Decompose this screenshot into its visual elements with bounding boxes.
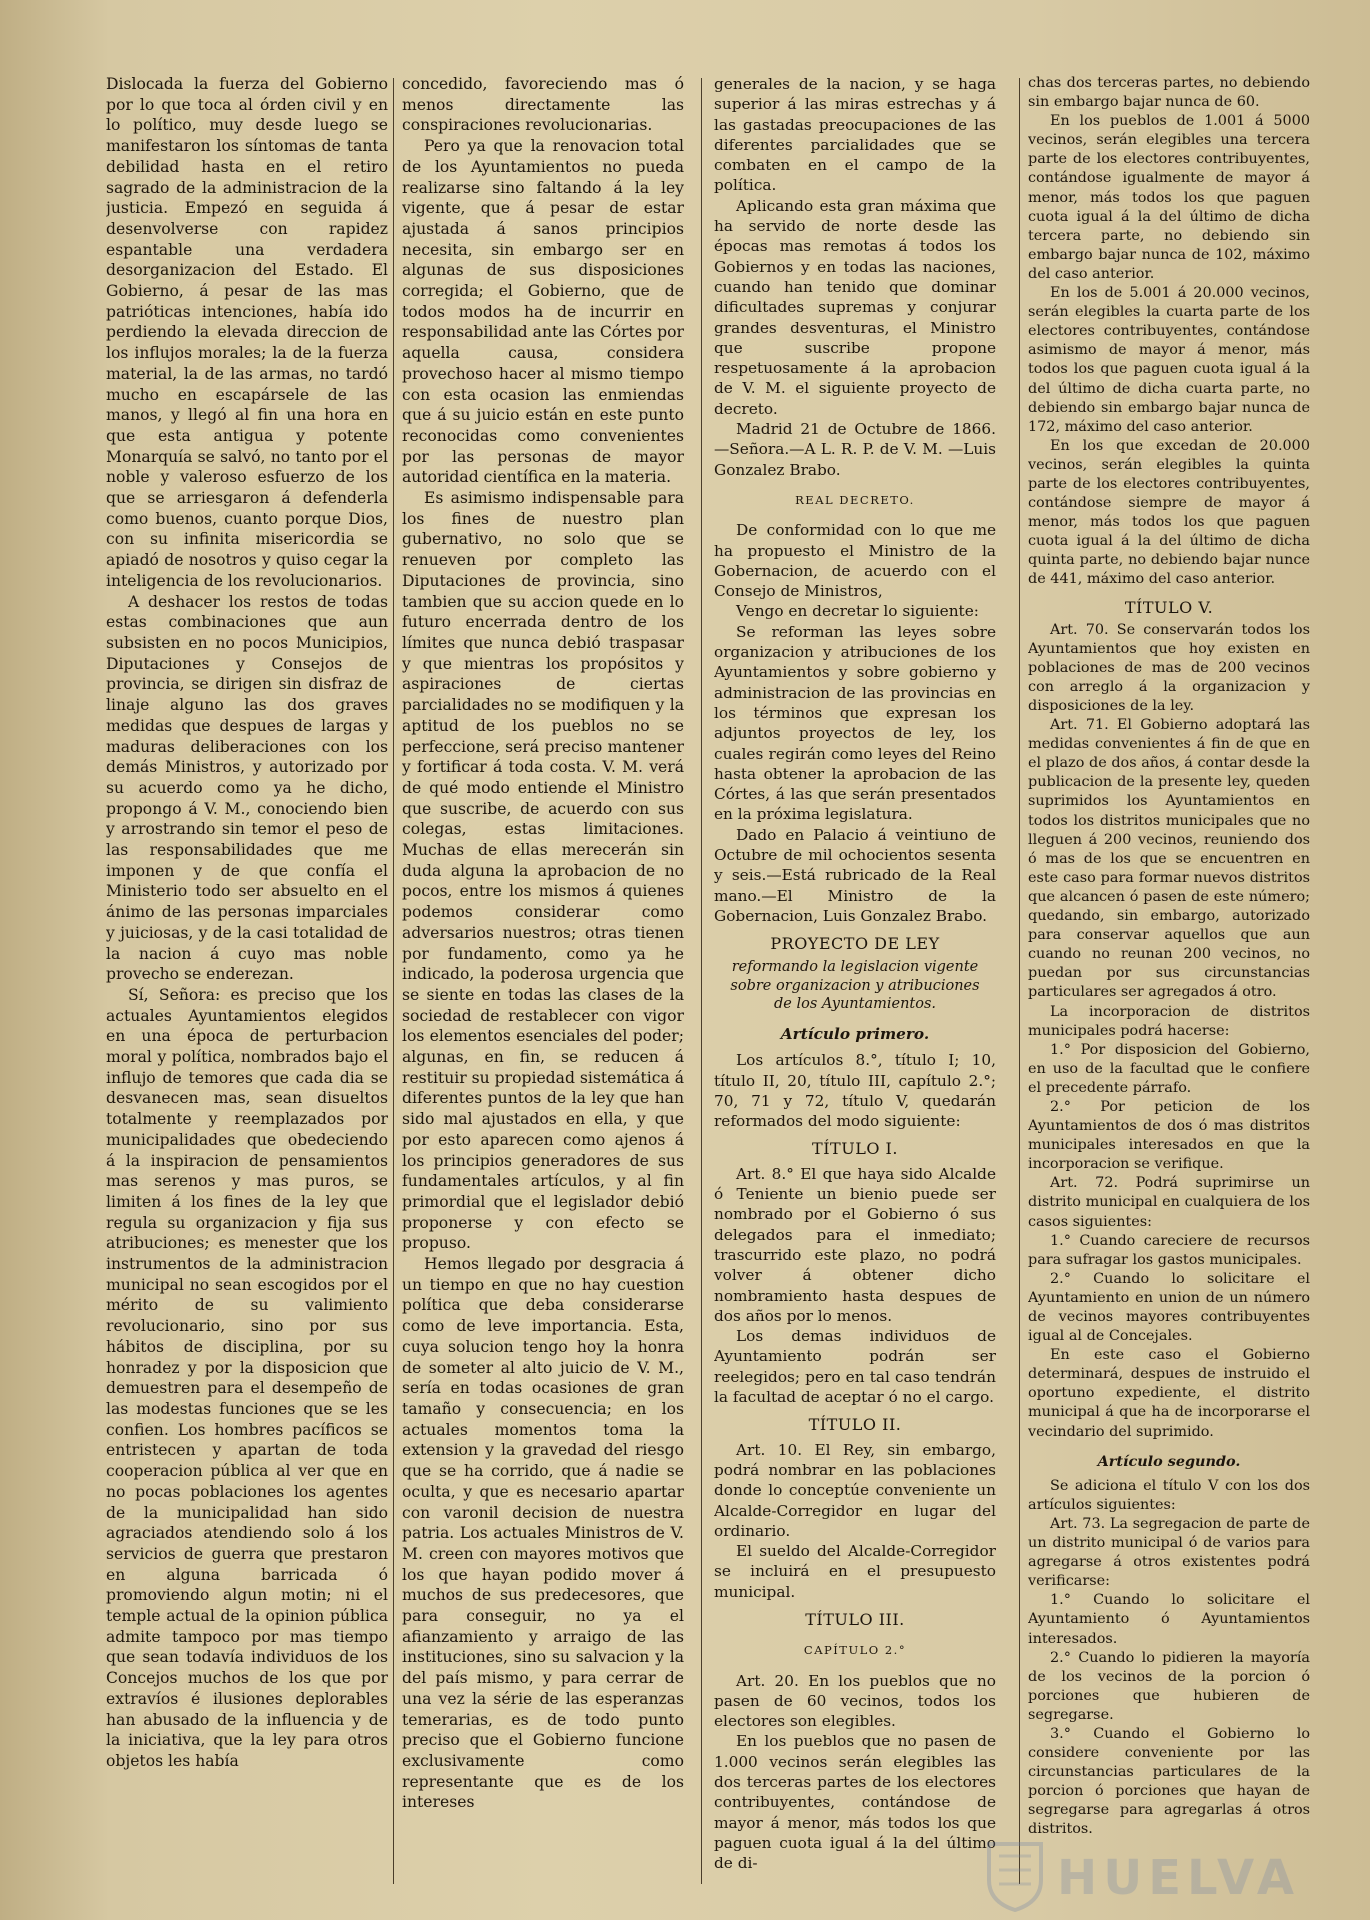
paragraph: Los demas individuos de Ayuntamiento podrán ser reelegidos; pero en tal caso tendrán la facultad de aceptar ó no el cargo.: [714, 1327, 996, 1407]
paragraph: En los pueblos de 1.001 á 5000 vecinos, serán elegibles una tercera parte de los electores contribuyentes, contándose igualmente de mayor á menor, más todos los que paguen cuota igual á la del último de dicha tercera parte, no debiendo sin embargo bajar nunca de 102, máximo del caso anterior.: [1028, 113, 1310, 282]
paragraph: Art. 73. La segregacion de parte de un distrito municipal ó de varios para agregarse á otros existentes podrá verificarse:: [1028, 1515, 1310, 1590]
paragraph: Los artículos 8.°, título I; 10, título II, 20, título III, capítulo 2.°; 70, 71 y 72, título V, quedarán reformados del modo siguiente:: [714, 1051, 996, 1131]
paragraph: De conformidad con lo que me ha propuesto el Ministro de la Gobernacion, de acuerdo con el Consejo de Ministros,: [714, 521, 996, 601]
paragraph: Artículo primero.: [780, 1024, 930, 1043]
paragraph: El sueldo del Alcalde-Corregidor se incluirá en el presupuesto municipal.: [714, 1542, 996, 1601]
paragraph: Es asimismo indispensable para los fines de nuestro plan gubernativo, no solo que se renueven por completo las Diputaciones de provincia, sino tambien que su accion quede en lo futuro encerrada dentro de los límites que nunca debió traspasar y que mientras los propósitos y aspiraciones de ciertas parcialidades no se modifiquen y la aptitud de los pueblos no se perfeccione, será preciso mantener y fortificar á toda costa. V. M. verá de qué modo entiende el Ministro que suscribe, de acuerdo con sus colegas, estas limitaciones. Muchas de ellas merecerán sin duda alguna la aprobacion de no pocos, entre los mismos á quienes podemos considerar como adversarios nuestros; otras tienen por fundamento, como ya he indicado, la poderosa urgencia que se siente en todas las clases de la sociedad de restablecer con vigor los elementos esenciales del poder; algunas, en fin, se reducen á restituir su propiedad sistemática á diferentes puntos de la ley que han sido mal ajustados en ella, y que por esto aparecen como ajenos á los principios generadores de sus fundamentales artículos, y al fin primordial que el legislador debió proponerse y con efecto se propuso.: [402, 489, 684, 1253]
paragraph: En los de 5.001 á 20.000 vecinos, serán elegibles la cuarta parte de los electores contribuyentes, contándose asimismo de mayor á menor, más todos los que paguen cuota igual á la del último de dicha cuarta parte, no debiendo sin embargo bajar nunca de 172, máximo del caso anterior.: [1028, 285, 1310, 435]
paragraph: Art. 8.° El que haya sido Alcalde ó Teniente un bienio puede ser nombrado por el Gobierno ó sus delegados para el inmediato; trascurrido este plazo, no podrá volver á obtener dicho nombramiento hasta despues de dos años por lo menos.: [714, 1164, 996, 1325]
text-column-3: [714, 74, 996, 1890]
paragraph: reformando la legislacion vigente sobre organizacion y atribuciones de los Ayuntamientos.: [730, 959, 980, 1013]
paragraph: TÍTULO II.: [808, 1415, 902, 1435]
paragraph: Se adiciona el título V con los dos artículos siguientes:: [1028, 1477, 1310, 1513]
paragraph: Madrid 21 de Octubre de 1866. —Señora.—A L. R. P. de V. M. —Luis Gonzalez Brabo.: [714, 420, 996, 479]
paragraph: chas dos terceras partes, no debiendo sin embargo bajar nunca de 60.: [1028, 75, 1310, 111]
paragraph: A deshacer los restos de todas estas combinaciones que aun subsisten en no pocos Municipios, Diputaciones y Consejos de provincia, se dirigen sin disfraz de linaje alguno las dos graves medidas que despues de largas y maduras deliberaciones con los demás Ministros, y autorizado por su acuerdo como ya he dicho, propongo á V. M., conociendo bien y arrostrando sin temor el peso de las responsabilidades que me imponen y de que confía el Ministerio todo ser absuelto en el ánimo de las personas imparciales y juiciosas, y de la casi totalidad de la nacion á cuyo mas noble provecho se enderezan.: [106, 592, 388, 984]
column-rule: [701, 78, 702, 1884]
paragraph: 2.° Por peticion de los Ayuntamientos de dos ó mas distritos municipales interesados en que la incorporacion se verifique.: [1028, 1098, 1310, 1173]
paragraph: 1.° Por disposicion del Gobierno, en uso de la facultad que le confiere el precedente párrafo.: [1028, 1041, 1310, 1096]
paragraph: Hemos llegado por desgracia á un tiempo en que no hay cuestion política que deba considerarse como de leve importancia. Esta, cuya solucion tengo hoy la honra de someter al alto juicio de V. M., sería en todas ocasiones de gran tamaño y consecuencia; en los actuales momentos toma la extension y la gravedad del riesgo que se ha corrido, que á nadie se oculta, y que es necesario apartar con varonil decision de nuestra patria. Los actuales Ministros de V. M. creen con mayores motivos que los que hayan podido mover á muchos de sus predecesores, que para conseguir, no ya el afianzamiento y arraigo de las instituciones, sino su salvacion y la del país mismo, y para cerrar de una vez la série de las esperanzas temerarias, es de todo punto preciso que el Gobierno funcione exclusivamente como representante que es de los intereses: [402, 1255, 684, 1812]
paragraph: REAL DECRETO.: [795, 492, 915, 507]
paragraph: Pero ya que la renovacion total de los Ayuntamientos no pueda realizarse sino faltando á la ley vigente, que á pesar de estar ajustada á sanos principios necesita, sin embargo ser en algunas de sus disposiciones corregida; el Gobierno, que de todos modos ha de incurrir en responsabilidad ante las Córtes por aquella causa, considera provechoso hacer al mismo tiempo con esta ocasion las enmiendas que á su juicio están en este punto reconocidas como convenientes por las personas de mayor autoridad científica en la materia.: [402, 137, 684, 487]
paragraph: Dislocada la fuerza del Gobierno por lo que toca al órden civil y en lo político, muy desde luego se manifestaron los síntomas de tanta debilidad hasta en el retiro sagrado de la administracion de la justicia. Empezó en seguida á desenvolverse con rapidez espantable una verdadera desorganizacion del Estado. El Gobierno, á pesar de las mas patrióticas intenciones, había ido perdiendo la elevada direccion de los influjos morales; la de la fuerza material, la de las armas, no tardó mucho en escapársele de las manos, y llegó al fin una hora en que esta antigua y potente Monarquía se salvó, no tanto por el noble y valeroso esfuerzo de los que se arriesgaron á defenderla como buenos, cuanto porque Dios, con su infinita misericordia se apiadó de nosotros y quiso cegar la inteligencia de los revolucionarios.: [106, 75, 388, 590]
paragraph: En los que excedan de 20.000 vecinos, serán elegibles la quinta parte de los electores contribuyentes, contándose siempre de mayor á menor, más todos los que paguen cuota igual á la del último de dicha quinta parte, no debiendo bajar nunce de 441, máximo del caso anterior.: [1028, 437, 1310, 588]
text-column-2: [402, 74, 684, 1890]
paragraph: La incorporacion de distritos municipales podrá hacerse:: [1028, 1003, 1310, 1039]
paragraph: En este caso el Gobierno determinará, despues de instruido el oportuno expediente, el distrito municipal á que ha de incorporarse el vecindario del suprimido.: [1028, 1347, 1310, 1440]
paragraph: 1.° Cuando lo solicitare el Ayuntamiento ó Ayuntamientos interesados.: [1028, 1592, 1310, 1647]
paragraph: 2.° Cuando lo pidieren la mayoría de los vecinos de la porcion ó porciones que hubieren de segregarse.: [1028, 1649, 1310, 1723]
paragraph: Art. 70. Se conservarán todos los Ayuntamientos que hoy existen en poblaciones de mas de 200 vecinos con arreglo á la organizacion y disposiciones de la ley.: [1028, 621, 1310, 714]
archive-watermark: HUELVA: [1057, 1850, 1300, 1906]
text-column-1: [106, 74, 388, 1890]
archive-shield-watermark: [985, 1840, 1045, 1912]
paragraph: Artículo segundo.: [1097, 1452, 1241, 1470]
paragraph: Art. 10. El Rey, sin embargo, podrá nombrar en las poblaciones donde lo conceptúe conveniente un Alcalde-Corregidor en lugar del ordinario.: [714, 1440, 996, 1540]
paragraph: Vengo en decretar lo siguiente:: [736, 602, 979, 621]
paragraph: generales de la nacion, y se haga superior á las miras estrechas y á las gastadas preocupaciones de las diferentes parcialidades que se combaten en el campo de la política.: [714, 75, 996, 195]
paragraph: Art. 20. En los pueblos que no pasen de 60 vecinos, todos los electores son elegibles.: [714, 1671, 996, 1731]
paragraph: PROYECTO DE LEY: [770, 934, 940, 954]
paragraph: Dado en Palacio á veintiuno de Octubre de mil ochocientos sesenta y seis.—Está rubricado de la Real mano.—El Ministro de la Gobernacion, Luis Gonzalez Brabo.: [714, 825, 996, 925]
paragraph: CAPÍTULO 2.°: [803, 1643, 907, 1658]
paragraph: TÍTULO III.: [805, 1609, 905, 1629]
column-rule: [393, 78, 394, 1884]
paragraph: Art. 72. Podrá suprimirse un distrito municipal en cualquiera de los casos siguientes:: [1028, 1175, 1310, 1230]
paragraph: Art. 71. El Gobierno adoptará las medidas convenientes á fin de que en el plazo de dos años, á contar desde la publicacion de la presente ley, queden suprimidos los Ayuntamientos en todos los distritos municipales que no lleguen á 200 vecinos, reuniendo dos ó mas de los que se encuentren en este caso para formar nuevos distritos que alcancen ó pasen de este número; quedando, sin embargo, autorizado para conservar aquellos que aun cuando no reunan 200 vecinos, no puedan por sus circunstancias particulares ser agregados á otro.: [1028, 717, 1310, 1001]
paragraph: 2.° Cuando lo solicitare el Ayuntamiento en union de un número de vecinos mayores contribuyentes igual al de Concejales.: [1028, 1270, 1310, 1345]
paragraph: Se reforman las leyes sobre organizacion y atribuciones de los Ayuntamientos y sobre gobierno y administracion de las provincias en los términos que expresan los adjuntos proyectos de ley, los cuales regirán como leyes del Reino hasta obtener la aprobacion de las Córtes, á las que serán presentados en la próxima legislatura.: [714, 622, 996, 824]
paragraph: 1.° Cuando careciere de recursos para sufragar los gastos municipales.: [1028, 1232, 1310, 1268]
paragraph: Sí, Señora: es preciso que los actuales Ayuntamientos elegidos en una época de perturbacion moral y política, nombrados bajo el influjo de temores que cada dia se desvanecen mas, sean disueltos totalmente y reemplazados por municipalidades que obedeciendo á la inspiracion de pensamientos mas serenos y mas puros, se limiten á los fines de la ley que regula su organizacion y fija sus atribuciones; es menester que los instrumentos de la administracion municipal no sean escogidos por el mérito de su valimiento revolucionario, sino por sus hábitos de disciplina, por su honradez y por la disposicion que demuestren para el desempeño de las modestas funciones que se les confien. Los hombres pacíficos se entristecen y apartan de toda cooperacion pública al ver que en no pocas poblaciones los agentes de la municipalidad han sido agraciados atendiendo solo á los servicios de guerra que prestaron en alguna barricada ó promoviendo algun motin; ni el temple actual de la opinion pública admite tampoco por mas tiempo que sean todavía individuos de los Concejos muchos de los que por extravíos é ilusiones deplorables han abusado de la influencia y de la iniciativa, que la ley para otros objetos les había: [106, 985, 388, 1770]
paragraph: Aplicando esta gran máxima que ha servido de norte desde las épocas mas remotas á todos los Gobiernos y en todas las naciones, cuando han tenido que dominar dificultades supremas y conjurar grandes desventuras, el Ministro que suscribe propone respetuosamente á la aprobacion de V. M. el siguiente proyecto de decreto.: [714, 196, 996, 418]
paragraph: 3.° Cuando el Gobierno lo considere conveniente por las circunstancias particulares de la porcion ó porciones que hayan de segregarse para agregarlas á otros distritos.: [1028, 1725, 1310, 1838]
text-column-4: [1028, 74, 1310, 1890]
paragraph: TÍTULO V.: [1124, 597, 1214, 617]
paragraph: En los pueblos que no pasen de 1.000 vecinos serán elegibles las dos terceras partes de los electores contribuyentes, contándose de mayor á menor, más todos los que paguen cuota igual á la del último de di-: [714, 1732, 996, 1873]
column-rule: [1019, 78, 1020, 1884]
paragraph: concedido, favoreciendo mas ó menos directamente las conspiraciones revolucionarias.: [402, 75, 684, 135]
paragraph: TÍTULO I.: [812, 1139, 898, 1159]
